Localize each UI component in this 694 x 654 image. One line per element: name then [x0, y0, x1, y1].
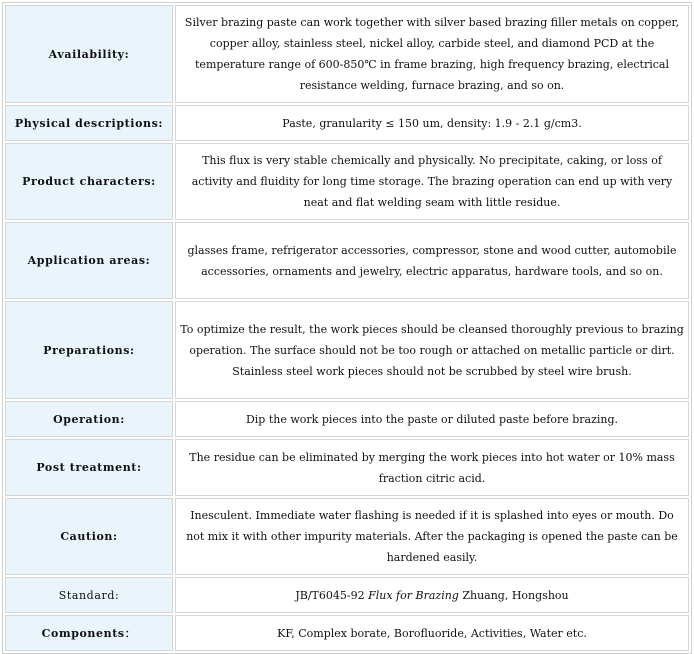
caution-value: Inesculent. Immediate water flashing is needed if it is splashed into eyes or mouth. Do not mix it with other impurity materials. After the packaging is opened the paste can be hardened easily. [175, 498, 689, 575]
standard-code: JB/T6045-92 [295, 588, 365, 602]
components-value: KF, Complex borate, Borofluoride, Activities, Water etc. [175, 615, 689, 651]
caution-label: Caution: [5, 498, 173, 575]
spec-table-container [2, 2, 692, 654]
table-row [5, 222, 689, 299]
standard-value [175, 577, 689, 613]
standard-title: Flux for Brazing [368, 588, 459, 602]
availability-label: Availability: [5, 5, 173, 103]
table-row [5, 105, 689, 141]
table-row [5, 439, 689, 496]
product-spec-table [2, 2, 692, 654]
availability-value: Silver brazing paste can work together with silver based brazing filler metals on copper, copper alloy, stainless steel, nickel alloy, carbide steel, and diamond PCD at the temperature range of 600-850℃ in frame brazing, high frequency brazing, electrical resistance welding, furnace brazing, and so on. [175, 5, 689, 103]
preparations-value: To optimize the result, the work pieces should be cleansed thoroughly previous to brazing operation. The surface should not be too rough or attached on metallic particle or dirt. Stainless steel work pieces should not be scrubbed by steel wire brush. [175, 301, 689, 399]
preparations-label: Preparations: [5, 301, 173, 399]
product-characters-value: This flux is very stable chemically and physically. No precipitate, caking, or loss of activity and fluidity for long time storage. The brazing operation can end up with very neat and flat welding seam with little residue. [175, 143, 689, 220]
table-row [5, 5, 689, 103]
physical-descriptions-value: Paste, granularity ≤ 150 um, density: 1.9 - 2.1 g/cm3. [175, 105, 689, 141]
table-row [5, 143, 689, 220]
table-row [5, 301, 689, 399]
table-row [5, 577, 689, 613]
standard-label: Standard: [5, 577, 173, 613]
post-treatment-label: Post treatment: [5, 439, 173, 496]
table-row [5, 615, 689, 651]
physical-descriptions-label: Physical descriptions: [5, 105, 173, 141]
application-areas-label: Application areas: [5, 222, 173, 299]
application-areas-value: glasses frame, refrigerator accessories, compressor, stone and wood cutter, automobile accessories, ornaments and jewelry, electric apparatus, hardware tools, and so on. [175, 222, 689, 299]
components-label: Components： [5, 615, 173, 651]
operation-value: Dip the work pieces into the paste or diluted paste before brazing. [175, 401, 689, 437]
standard-author: Zhuang, Hongshou [462, 588, 569, 602]
operation-label: Operation: [5, 401, 173, 437]
table-row [5, 401, 689, 437]
post-treatment-value: The residue can be eliminated by merging the work pieces into hot water or 10% mass fraction citric acid. [175, 439, 689, 496]
product-characters-label: Product characters: [5, 143, 173, 220]
table-row [5, 498, 689, 575]
